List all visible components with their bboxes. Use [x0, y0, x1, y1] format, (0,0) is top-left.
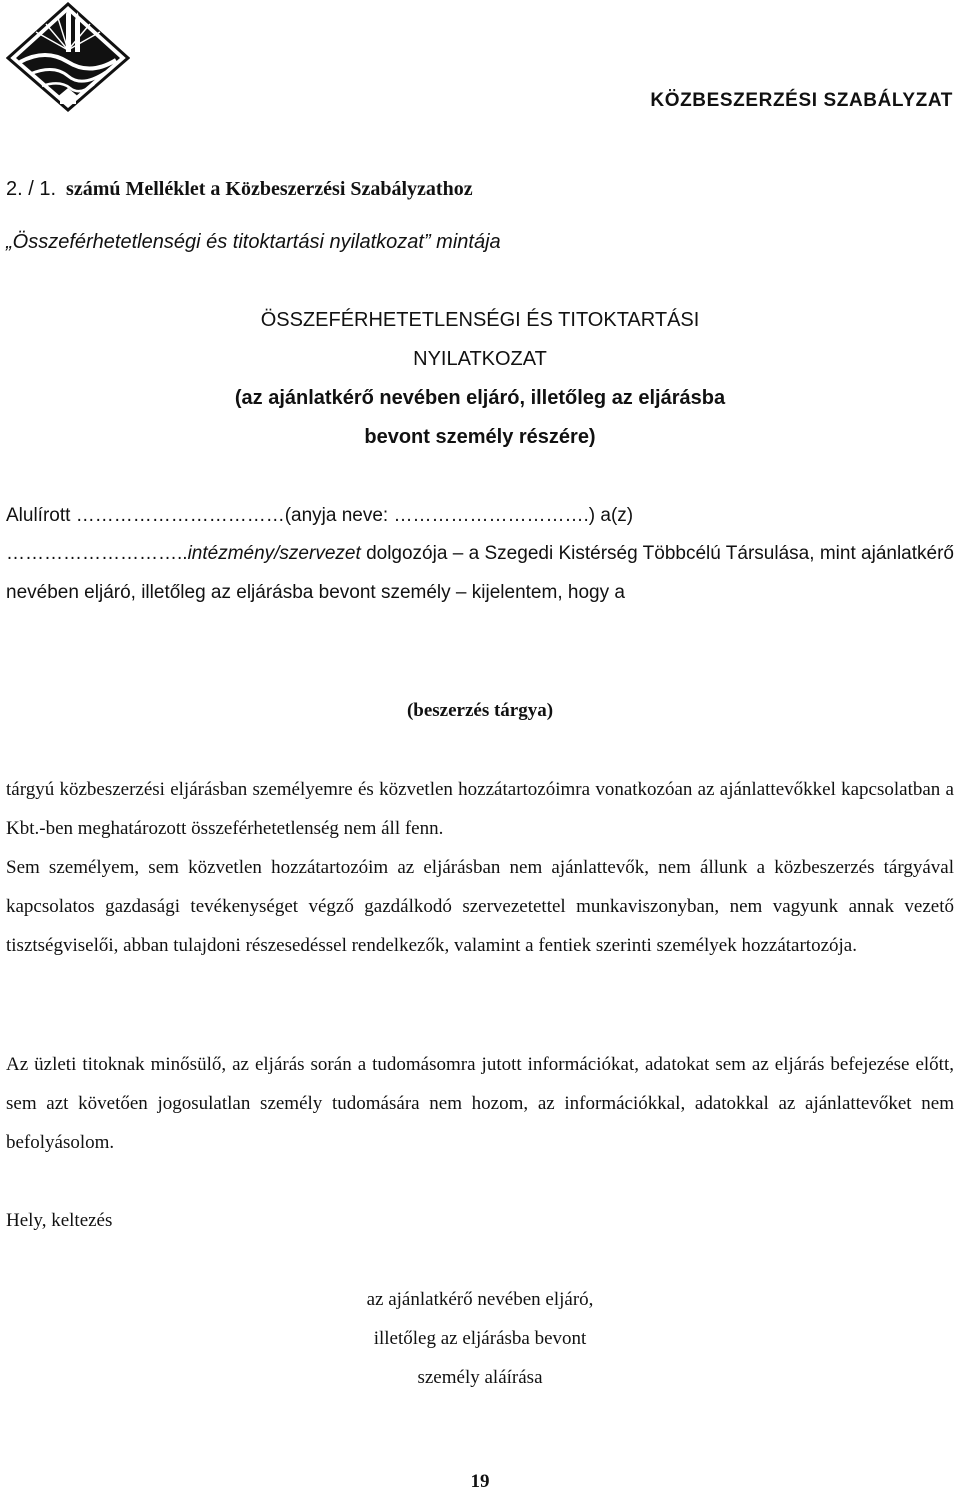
form-undersigned-label: Alulírott — [6, 505, 71, 526]
declaration-title-line1: ÖSSZEFÉRHETETLENSÉGI ÉS TITOKTARTÁSI — [260, 309, 700, 331]
paragraph-relations: Sem személyem, sem közvetlen hozzátartozóim az eljárásban nem ajánlattevők, nem állunk a közbeszerzés tárgyával kapcsolatos gazdasági tevékenységet végző gazdálkodó szervezetettel munkaviszonyban, nem vagyunk annak vezető tisztségviselői, abban tulajdoni részesedéssel rendelkezők, valamint a fentiek szerinti személyek hozzátartozója. — [6, 857, 954, 956]
form-body-paragraph — [6, 534, 954, 612]
form-body-text: dolgozója – a Szegedi Kistérség Többcélú Társulása, mint ajánlatkérő nevében eljáró, illetőleg az eljárásba bevont személy – kijelentem, hogy a — [6, 543, 954, 603]
institution-blank: ……………………….. — [6, 543, 188, 564]
declaration-title — [0, 301, 960, 457]
annex-number: 2. / 1. — [6, 178, 57, 200]
form-line-1 — [6, 505, 954, 527]
page-number: 19 — [470, 1471, 490, 1492]
signature-line-3: személy aláírása — [417, 1367, 543, 1388]
name-blank: …………………………… — [75, 505, 285, 526]
paragraph-conflict: tárgyú közbeszerzési eljárásban személyemre és közvetlen hozzátartozóimra vonatkozóan az ajánlattevőkkel kapcsolatban a Kbt.-ben meghatározott összeférhetetlenség nem áll fenn. — [6, 779, 954, 839]
annex-heading — [6, 178, 473, 201]
signature-line-1: az ajánlatkérő nevében eljáró, — [366, 1289, 594, 1310]
szeged-region-diamond-logo-icon — [6, 2, 130, 112]
paragraph-confidentiality: Az üzleti titoknak minősülő, az eljárás során a tudomásomra jutott információkat, adatokat sem az eljárás befejezése előtt, sem azt követően jogosulatlan személy tudomására nem hozom, az információkkal, adatokkal az ajánlattevőket nem befolyásolom. — [6, 1054, 954, 1153]
procurement-subject-label: (beszerzés tárgya) — [406, 700, 554, 721]
document-subtitle: „Összeférhetetlenségi és titoktartási nyilatkozat” mintája — [6, 231, 501, 253]
institution-label: intézmény/szervezet — [187, 543, 361, 564]
signature-line-2: illetőleg az eljárásba bevont — [373, 1328, 587, 1349]
annex-text: számú Melléklet a Közbeszerzési Szabályzathoz — [66, 178, 473, 200]
mother-name-label: (anyja neve: — [284, 505, 389, 526]
signature-block — [280, 1280, 680, 1397]
place-date-label: Hely, keltezés — [6, 1210, 113, 1231]
header-title: KÖZBESZERZÉSI SZABÁLYZAT — [650, 90, 953, 111]
declaration-title-line3: (az ajánlatkérő nevében eljáró, illetőleg az eljárásba — [234, 387, 726, 409]
mother-name-blank: …………………………. — [393, 505, 589, 526]
form-line-1-end: ) a(z) — [588, 505, 634, 526]
declaration-title-line2: NYILATKOZAT — [413, 348, 547, 370]
declaration-title-line4: bevont személy részére) — [364, 426, 596, 448]
